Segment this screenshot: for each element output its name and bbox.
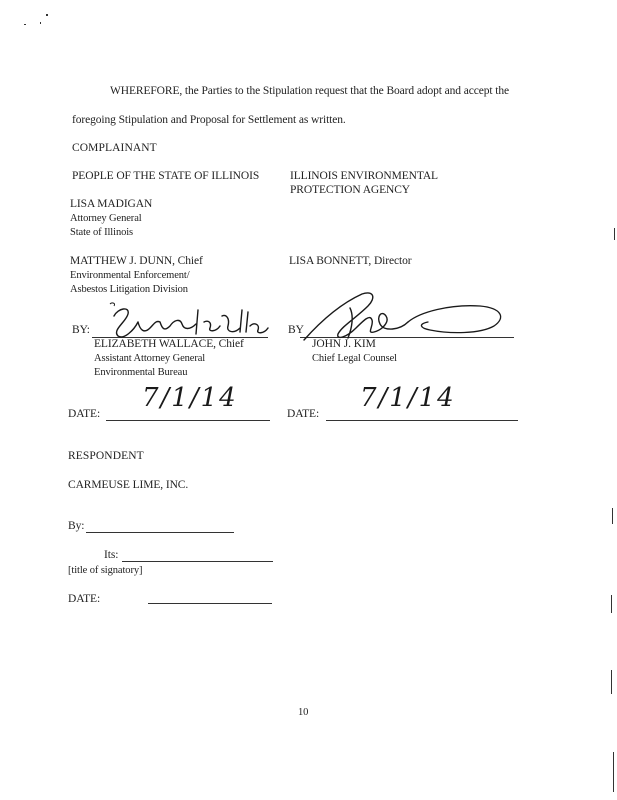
scan-speck (40, 22, 41, 24)
left-signer-title-2: Environmental Bureau (94, 367, 188, 378)
by-left-label: BY: (72, 324, 90, 336)
scan-artifact (614, 228, 615, 240)
division-line-3: Asbestos Litigation Division (70, 284, 188, 295)
complainant-right-party-line-2: PROTECTION AGENCY (290, 184, 411, 196)
respondent-its-label: Its: (104, 549, 119, 561)
date-left-handwritten: 7/1/14 (142, 383, 238, 413)
date-right-label: DATE: (287, 408, 320, 420)
scan-artifact (612, 508, 613, 524)
scan-speck (24, 24, 26, 25)
respondent-heading: RESPONDENT (68, 450, 144, 462)
complainant-heading: COMPLAINANT (72, 142, 157, 154)
respondent-company: CARMEUSE LIME, INC. (68, 479, 189, 491)
division-line-2: Environmental Enforcement/ (70, 270, 190, 281)
intro-line-1: WHEREFORE, the Parties to the Stipulation request that the Board adopt and accept the (110, 85, 510, 97)
division-head: MATTHEW J. DUNN, Chief (70, 255, 203, 267)
attorney-general-state: State of Illinois (70, 227, 134, 238)
scan-artifact (613, 752, 614, 792)
respondent-by-label: By: (68, 520, 85, 532)
date-left-line (106, 420, 270, 421)
respondent-by-line (86, 532, 234, 533)
date-left-label: DATE: (68, 408, 101, 420)
complainant-left-party: PEOPLE OF THE STATE OF ILLINOIS (72, 170, 260, 182)
attorney-general-title: Attorney General (70, 213, 142, 224)
right-signer-name: JOHN J. KIM (312, 338, 376, 350)
respondent-date-line (148, 603, 272, 604)
date-right-line (326, 420, 518, 421)
by-right-label: BY (288, 324, 304, 336)
intro-line-2: foregoing Stipulation and Proposal for Settlement as written. (72, 114, 346, 126)
director-name: LISA BONNETT, Director (289, 255, 412, 267)
scan-speck (46, 14, 48, 16)
right-signer-title: Chief Legal Counsel (312, 353, 397, 364)
page-number: 10 (298, 707, 309, 718)
left-signer-name: ELIZABETH WALLACE, Chief (94, 338, 244, 350)
left-signer-title-1: Assistant Attorney General (94, 353, 206, 364)
respondent-date-label: DATE: (68, 593, 101, 605)
attorney-general-name: LISA MADIGAN (70, 198, 153, 210)
scan-artifact (611, 595, 612, 613)
scan-artifact (611, 670, 612, 694)
date-right-handwritten: 7/1/14 (360, 383, 456, 413)
respondent-title-note: [title of signatory] (68, 565, 143, 576)
complainant-right-party-line-1: ILLINOIS ENVIRONMENTAL (290, 170, 438, 182)
respondent-its-line (122, 561, 273, 562)
